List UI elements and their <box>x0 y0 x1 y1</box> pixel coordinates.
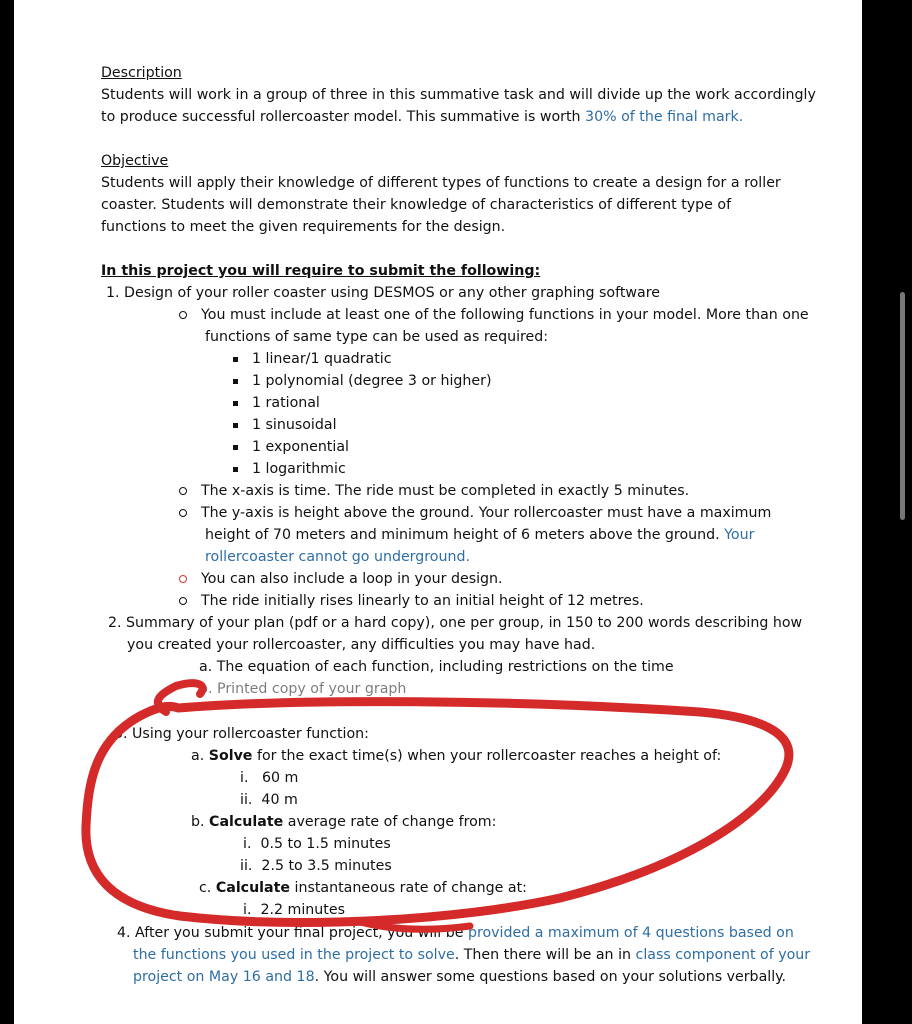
square-bullet-icon <box>233 401 238 406</box>
circle-bullet-icon <box>179 509 187 517</box>
objective-line-2: coaster. Students will demonstrate their knowledge of characteristics of different type of <box>101 197 732 213</box>
function-item: 1 polynomial (degree 3 or higher) <box>233 372 492 391</box>
circle-bullet-icon <box>179 487 187 495</box>
function-item: 1 linear/1 quadratic <box>233 350 392 369</box>
scrollbar[interactable] <box>900 292 905 520</box>
item-3-c: c. Calculate instantaneous rate of change at: <box>199 880 527 896</box>
sub-item-y-axis-line-2: height of 70 meters and minimum height of 6 meters above the ground. Your <box>205 527 755 543</box>
item-2-a: a. The equation of each function, including restrictions on the time <box>199 659 674 675</box>
sub-item-y-axis-line-3: rollercoaster cannot go underground. <box>205 549 470 565</box>
function-item: 1 rational <box>233 394 320 413</box>
item-3: 3. Using your rollercoaster function: <box>114 726 369 742</box>
square-bullet-icon <box>233 357 238 362</box>
item-3-c-i: i. 2.2 minutes <box>243 902 345 918</box>
objective-line-1: Students will apply their knowledge of different types of functions to create a design for a roller <box>101 175 781 191</box>
item-2-line-2: you created your rollercoaster, any difficulties you may have had. <box>127 637 596 653</box>
item-2-b: b. Printed copy of your graph <box>199 681 407 697</box>
function-item: 1 exponential <box>233 438 349 457</box>
objective-heading: Objective <box>101 153 169 169</box>
item-3-b: b. Calculate average rate of change from: <box>191 814 497 830</box>
description-line-2: to produce successful rollercoaster model. This summative is worth 30% of the final mark. <box>101 109 744 125</box>
circle-bullet-icon <box>179 311 187 319</box>
function-item: 1 sinusoidal <box>233 416 337 435</box>
square-bullet-icon <box>233 379 238 384</box>
item-3-a-ii: ii. 40 m <box>240 792 298 808</box>
project-heading: In this project you will require to submit the following: <box>101 263 541 279</box>
item-2: 2. Summary of your plan (pdf or a hard copy), one per group, in 150 to 200 words describing how <box>108 615 803 631</box>
square-bullet-icon <box>233 467 238 472</box>
sub-item-functions-line-2: functions of same type can be used as required: <box>205 329 549 345</box>
item-4-line-2: the functions you used in the project to solve. Then there will be an in class component of your <box>133 947 811 963</box>
sub-item-x-axis: The x-axis is time. The ride must be completed in exactly 5 minutes. <box>179 482 689 501</box>
page-edge <box>858 0 862 1024</box>
item-3-a: a. Solve for the exact time(s) when your rollercoaster reaches a height of: <box>191 748 722 764</box>
item-3-a-i: i. 60 m <box>240 770 299 786</box>
function-item: 1 logarithmic <box>233 460 346 479</box>
item-4: 4. After you submit your final project, you will be provided a maximum of 4 questions based on <box>117 925 794 941</box>
item-4-line-3: project on May 16 and 18. You will answer some questions based on your solutions verbally. <box>133 969 787 985</box>
circle-bullet-icon <box>179 575 187 583</box>
item-3-b-ii: ii. 2.5 to 3.5 minutes <box>240 858 392 874</box>
description-heading: Description <box>101 65 182 81</box>
sub-item-y-axis: The y-axis is height above the ground. Your rollercoaster must have a maximum <box>179 504 771 523</box>
sub-item-loop: You can also include a loop in your design. <box>179 570 503 589</box>
sub-item-rise: The ride initially rises linearly to an initial height of 12 metres. <box>179 592 644 611</box>
item-1: 1. Design of your roller coaster using DESMOS or any other graphing software <box>106 285 660 301</box>
objective-line-3: functions to meet the given requirements for the design. <box>101 219 506 235</box>
square-bullet-icon <box>233 423 238 428</box>
circle-bullet-icon <box>179 597 187 605</box>
square-bullet-icon <box>233 445 238 450</box>
description-line-1: Students will work in a group of three in this summative task and will divide up the work accordingly <box>101 87 816 103</box>
sub-item-functions: You must include at least one of the following functions in your model. More than one <box>179 306 809 325</box>
item-3-b-i: i. 0.5 to 1.5 minutes <box>243 836 391 852</box>
